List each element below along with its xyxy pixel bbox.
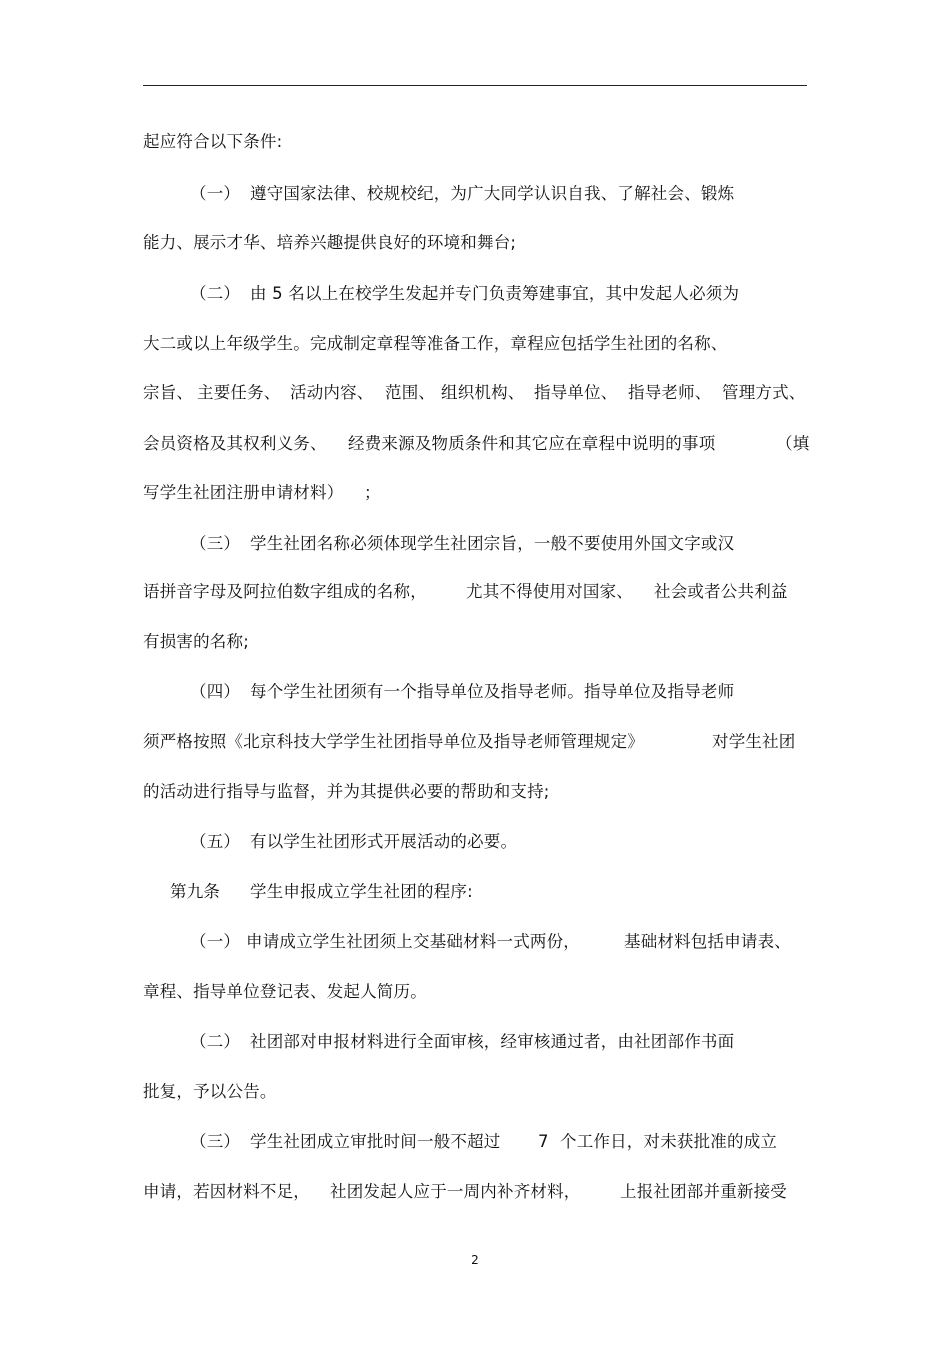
header-rule: [143, 85, 807, 86]
page-number: 2: [471, 1253, 479, 1267]
text-segment: （三）: [190, 534, 241, 553]
text-segment: 申请，若因材料不足，: [143, 1182, 310, 1201]
text-segment: 学生社团成立审批时间一般不超过: [250, 1132, 501, 1151]
text-segment: 社团部对申报材料进行全面审核，经审核通过者，由社团部作书面: [250, 1032, 735, 1051]
text-segment: 章程、指导单位登记表、发起人简历。: [143, 982, 427, 1001]
text-segment: ；: [364, 483, 381, 502]
text-segment: 主要任务、: [197, 383, 281, 402]
text-segment: 遵守国家法律、校规校纪，为广大同学认识自我、了解社会、锻炼: [250, 184, 735, 203]
text-segment: （填: [776, 434, 810, 453]
text-segment: 第九条: [170, 882, 221, 901]
text-segment: 有损害的名称;: [143, 632, 249, 651]
text-segment: 学生申报成立学生社团的程序:: [250, 882, 473, 901]
text-segment: （二）: [190, 1032, 241, 1051]
text-segment: 批复，予以公告。: [143, 1082, 277, 1101]
text-segment: 指导单位、: [534, 383, 618, 402]
text-segment: 由 5 名以上在校学生发起并专门负责筹建事宜，其中发起人必须为: [250, 284, 740, 303]
text-segment: 个工作日，对未获批准的成立: [560, 1132, 778, 1151]
text-segment: 范围、: [385, 383, 436, 402]
text-segment: 上报社团部并重新接受: [620, 1182, 787, 1201]
text-segment: 语拼音字母及阿拉伯数字组成的名称，: [143, 582, 427, 601]
text-segment: （二）: [190, 284, 241, 303]
text-segment: 组织机构、: [441, 383, 525, 402]
text-segment: 有以学生社团形式开展活动的必要。: [250, 832, 518, 851]
text-segment: 能力、展示才华、培养兴趣提供良好的环境和舞台;: [143, 233, 517, 252]
text-segment: 尤其不得使用对国家、: [466, 582, 633, 601]
text-segment: 学生社团名称必须体现学生社团宗旨，一般不要使用外国文字或汉: [250, 534, 735, 553]
text-segment: 社团发起人应于一周内补齐材料，: [330, 1182, 581, 1201]
text-segment: （四）: [190, 682, 241, 701]
text-segment: 申请成立学生社团须上交基础材料一式两份，: [246, 932, 580, 951]
text-segment: 须严格按照《北京科技大学学生社团指导单位及指导老师管理规定》: [143, 732, 644, 751]
text-segment: 指导老师、: [628, 383, 712, 402]
text-segment: （一）: [190, 184, 241, 203]
text-segment: 基础材料包括申请表、: [624, 932, 791, 951]
text-segment: 宗旨、: [143, 383, 194, 402]
text-segment: 的活动进行指导与监督，并为其提供必要的帮助和支持;: [143, 782, 550, 801]
text-segment: 社会或者公共利益: [654, 582, 788, 601]
text-segment: 起应符合以下条件:: [143, 132, 283, 151]
text-segment: 会员资格及其权利义务、: [143, 434, 327, 453]
text-segment: 经费来源及物质条件和其它应在章程中说明的事项: [348, 434, 716, 453]
text-segment: 每个学生社团须有一个指导单位及指导老师。指导单位及指导老师: [250, 682, 735, 701]
text-segment: （三）: [190, 1132, 241, 1151]
text-segment: 活动内容、: [290, 383, 374, 402]
text-segment: 大二或以上年级学生。完成制定章程等准备工作，章程应包括学生社团的名称、: [143, 334, 728, 353]
text-segment: 管理方式、: [722, 383, 806, 402]
text-segment: （一）: [190, 932, 241, 951]
text-segment: （五）: [190, 832, 241, 851]
text-segment: 对学生社团: [712, 732, 796, 751]
text-segment: 7: [538, 1132, 549, 1151]
text-segment: 写学生社团注册申请材料）: [143, 483, 344, 502]
